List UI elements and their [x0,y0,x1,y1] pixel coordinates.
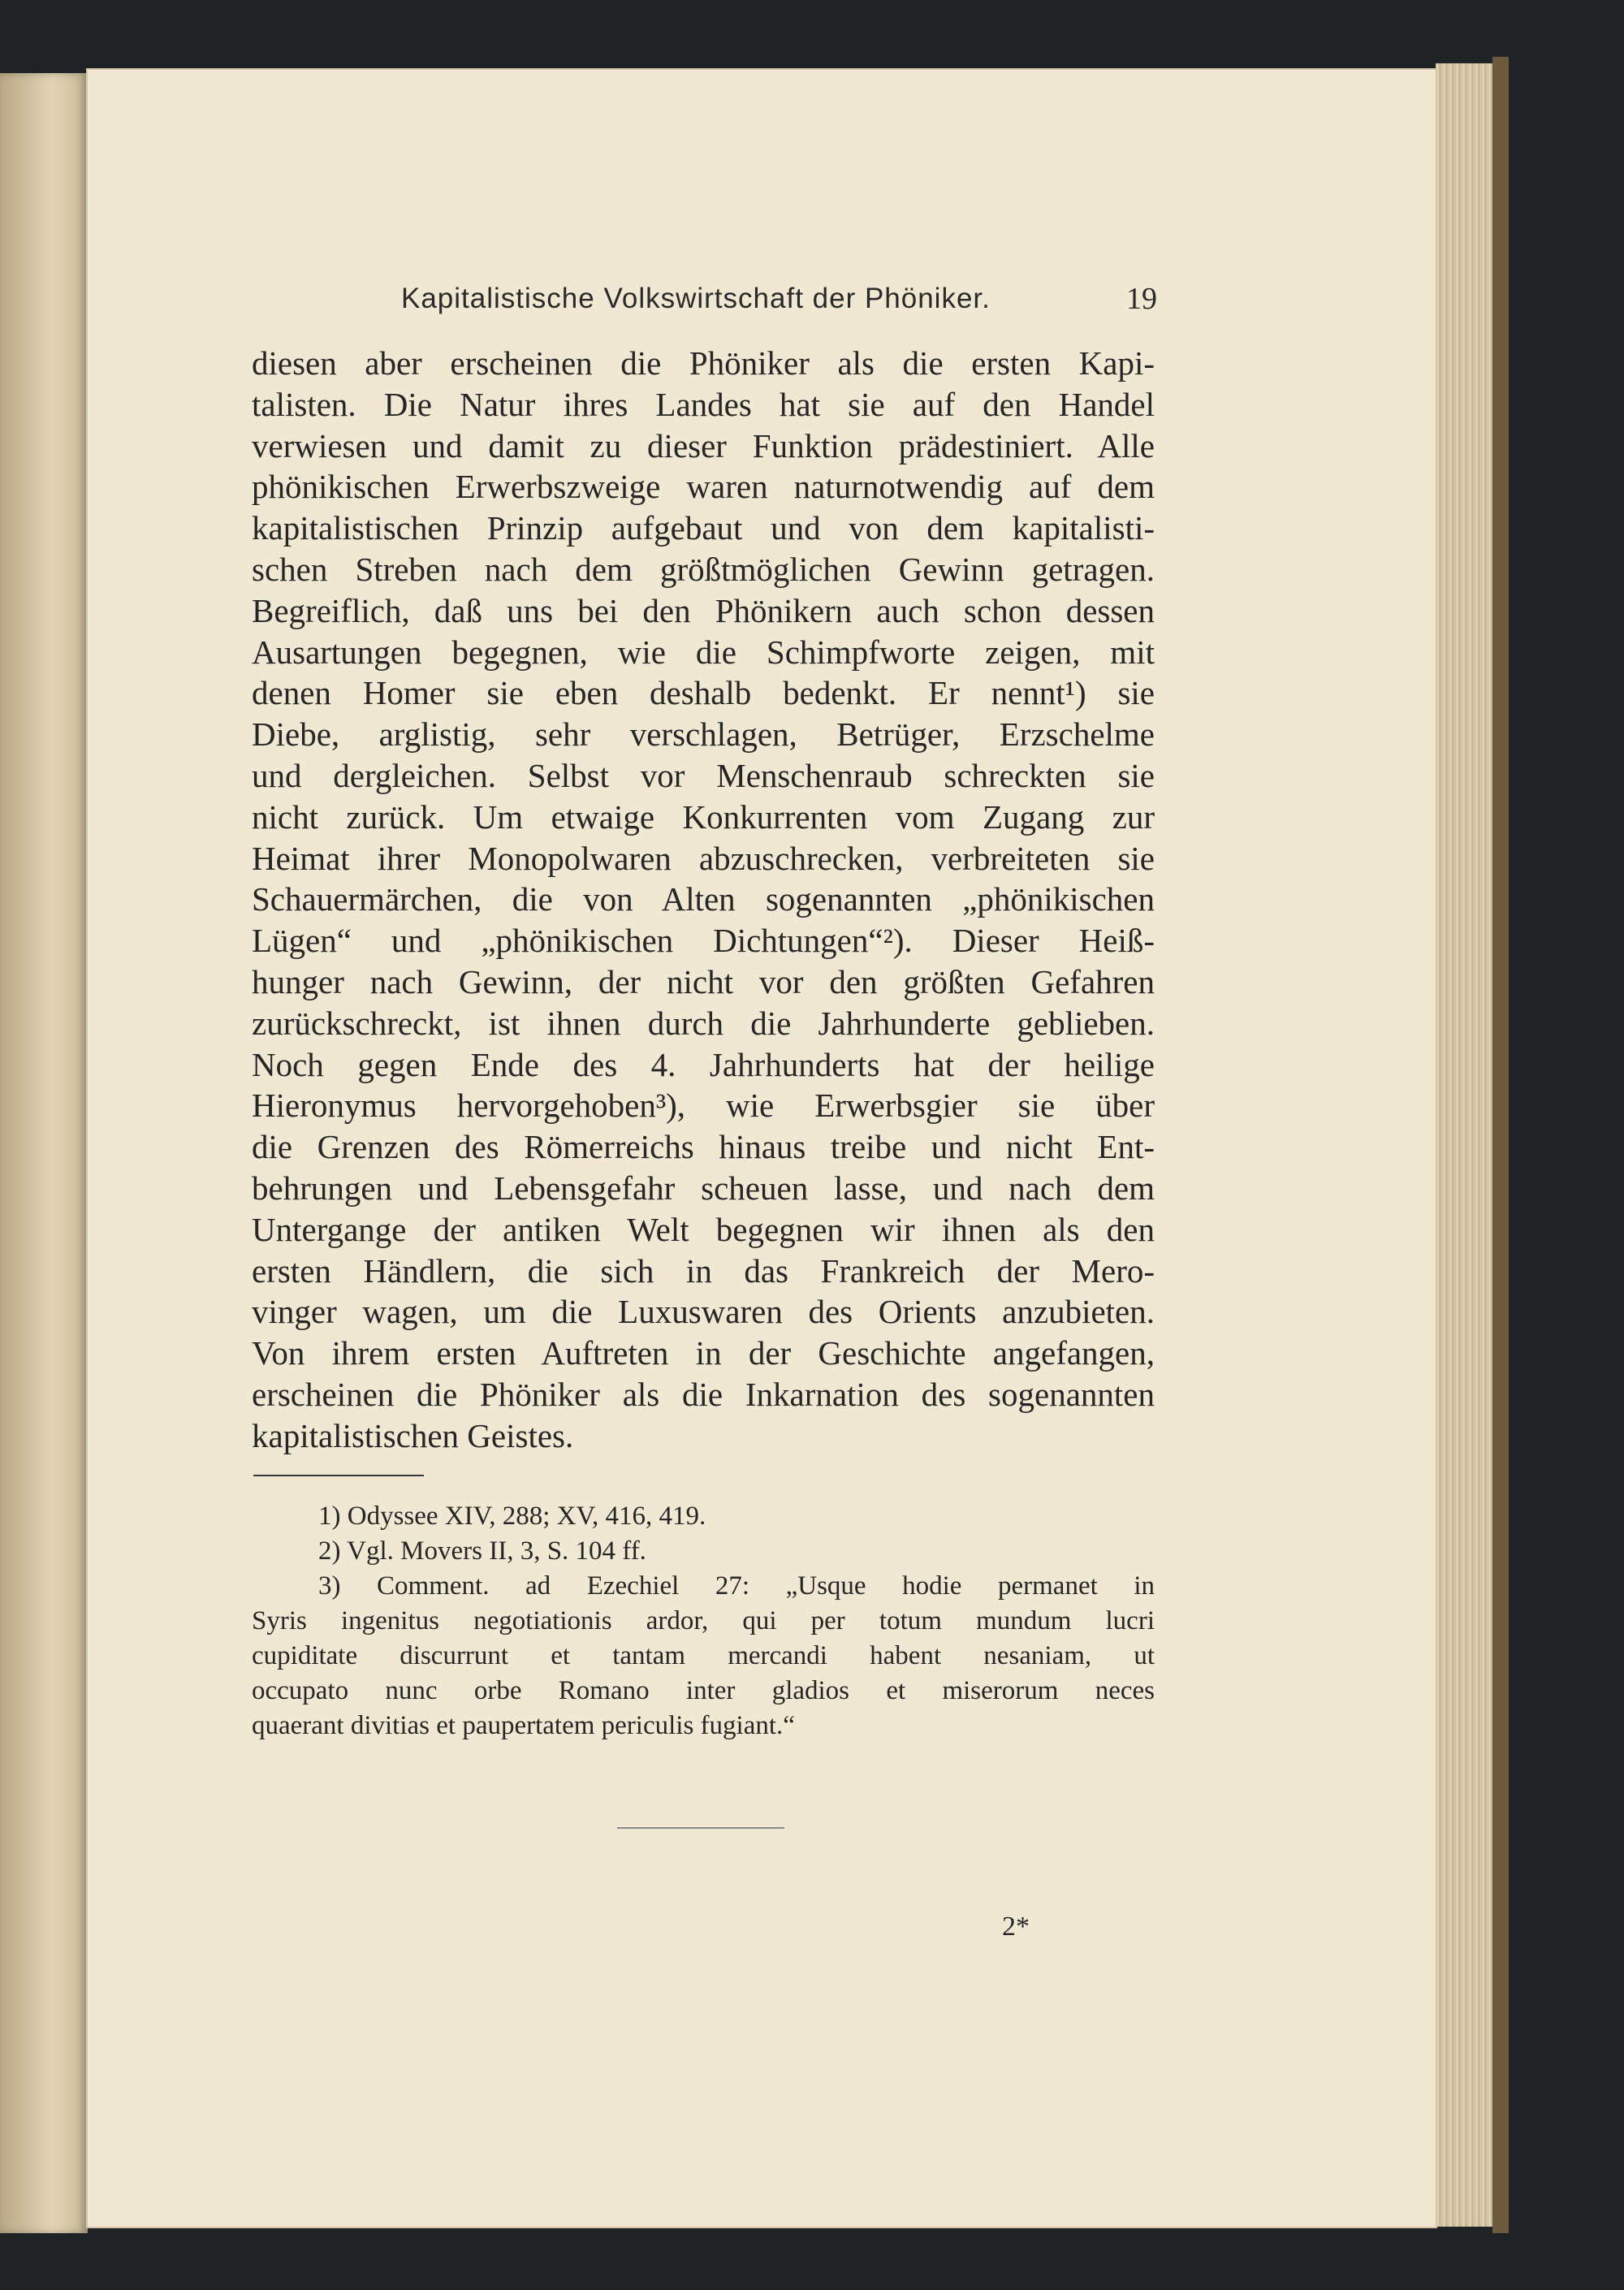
book-cover-edge [1492,57,1509,2233]
footnote-3: 3) Comment. ad Ezechiel 27: „Usque hodie permanet in [318,1571,1155,1601]
page-header [162,281,1157,322]
footnote-3-continuation: Syris ingenitus negotiationis ardor, qui per totum mundum lucri [252,1606,1155,1635]
footnote-3-continuation: cupiditate discurrunt et tantam mercandi habent nesaniam, ut [252,1641,1155,1670]
text-line: Begreiflich, daß uns bei den Phönikern auch schon dessen [252,591,1155,629]
text-line: hunger nach Gewinn, der nicht vor den größten Gefahren [252,962,1155,1000]
text-line: Lügen“ und „phönikischen Dichtungen“²). Dieser Heiß- [252,922,1155,960]
text-line: Ausartungen begegnen, wie die Schimpfworte zeigen, mit [252,633,1155,671]
footnote-3-continuation: occupato nunc orbe Romano inter gladios et miserorum neces [252,1676,1155,1705]
text-line: verwiesen und damit zu dieser Funktion prädestiniert. Alle [252,426,1155,464]
page-number: 19 [1126,282,1157,316]
signature-mark: 2* [1002,1912,1030,1942]
running-title: Kapitalistische Volkswirtschaft der Phöniker. [401,283,991,314]
footnotes [252,1499,1155,1743]
text-line: behrungen und Lebensgefahr scheuen lasse, und nach dem [252,1169,1155,1207]
footnote-3-continuation: quaerant divitias et paupertatem periculis fugiant.“ [252,1711,795,1740]
main-text [252,343,1155,1457]
text-line: Von ihrem ersten Auftreten in der Geschichte angefangen, [252,1334,1155,1372]
footnote-2: 2) Vgl. Movers II, 3, S. 104 ff. [318,1536,646,1566]
text-line: und dergleichen. Selbst vor Menschenraub schreckten sie [252,756,1155,794]
text-line: Schauermärchen, die von Alten sogenannten „phönikischen [252,880,1155,918]
text-line: denen Homer sie eben deshalb bedenkt. Er nennt¹) sie [252,674,1155,712]
text-line: talisten. Die Natur ihres Landes hat sie auf den Handel [252,385,1155,423]
text-line: erscheinen die Phöniker als die Inkarnation des sogenannten [252,1375,1155,1413]
text-line: ersten Händlern, die sich in das Frankreich der Mero- [252,1251,1155,1290]
text-line: Untergange der antiken Welt begegnen wir ihnen als den [252,1210,1155,1248]
footnote-separator [253,1475,424,1476]
text-line: zurückschreckt, ist ihnen durch die Jahrhunderte geblieben. [252,1004,1155,1042]
text-line: vinger wagen, um die Luxuswaren des Orients anzubieten. [252,1293,1155,1331]
text-line: schen Streben nach dem größtmöglichen Gewinn getragen. [252,550,1155,588]
text-line: kapitalistischen Geistes. [252,1416,574,1454]
text-line: Noch gegen Ende des 4. Jahrhunderts hat der heilige [252,1045,1155,1083]
footnote-1: 1) Odyssee XIV, 288; XV, 416, 419. [318,1501,706,1531]
text-line: Hieronymus hervorgehoben³), wie Erwerbsgier sie über [252,1087,1155,1125]
closing-rule [617,1827,784,1829]
page-block-edge [1436,63,1492,2227]
text-line: nicht zurück. Um etwaige Konkurrenten vom Zugang zur [252,797,1155,836]
text-line: diesen aber erscheinen die Phöniker als die ersten Kapi- [252,344,1155,382]
text-line: die Grenzen des Römerreichs hinaus treibe und nicht Ent- [252,1128,1155,1166]
text-line: Diebe, arglistig, sehr verschlagen, Betrüger, Erzschelme [252,715,1155,754]
text-line: phönikischen Erwerbszweige waren naturnotwendig auf dem [252,468,1155,506]
text-line: kapitalistischen Prinzip aufgebaut und von dem kapitalisti- [252,509,1155,547]
facing-page-edge [0,73,88,2233]
text-line: Heimat ihrer Monopolwaren abzuschrecken, verbreiteten sie [252,839,1155,877]
